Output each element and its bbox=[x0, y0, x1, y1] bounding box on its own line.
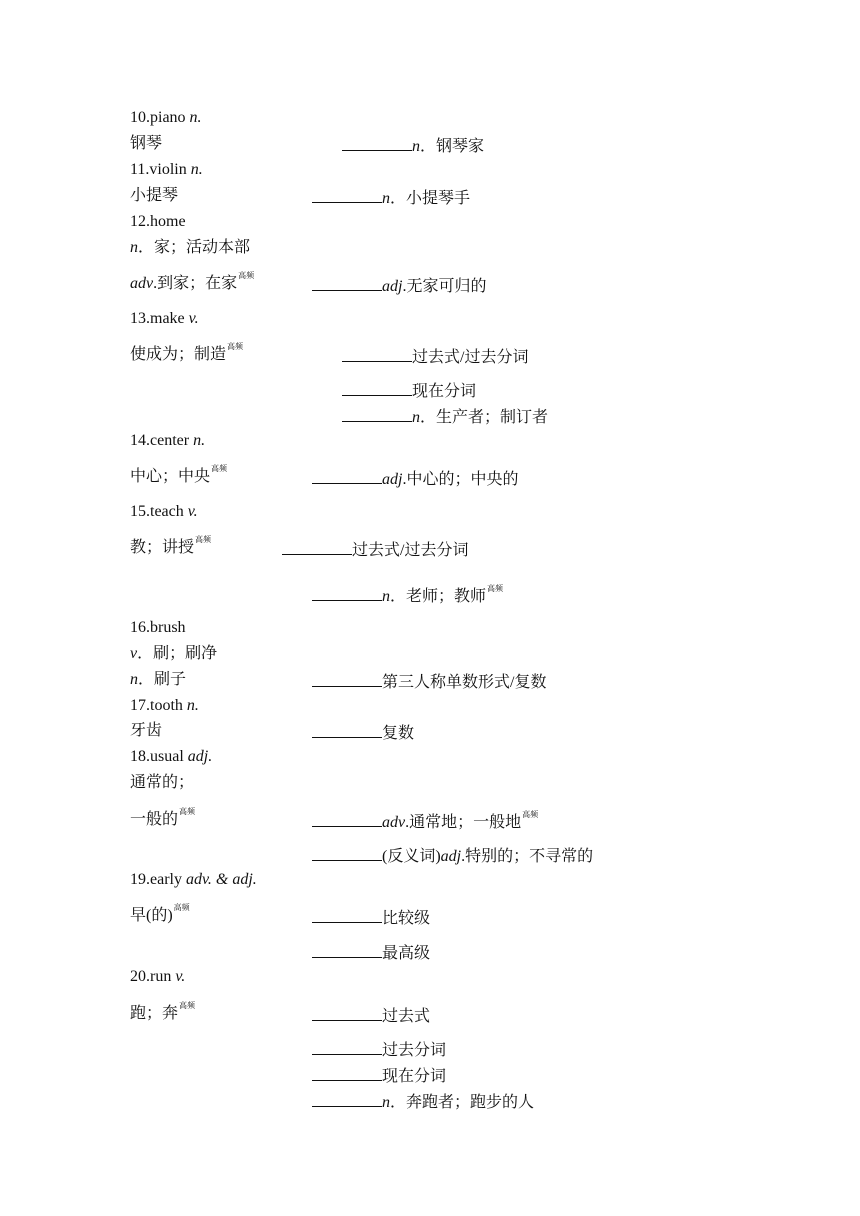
fill-blank-taught: 过去式/过去分词 bbox=[282, 538, 468, 561]
meaning-brush-verb: v．刷；刷净 bbox=[130, 645, 218, 662]
fill-blank-made: 过去式/过去分词 bbox=[342, 345, 528, 368]
meaning-make: 使成为；制造$^{高频}$ bbox=[130, 342, 244, 363]
answer-blank[interactable] bbox=[312, 1064, 382, 1081]
high-frequency-tag: 高频 bbox=[522, 810, 539, 819]
fill-blank-earlier: 比较级 bbox=[312, 906, 430, 929]
fill-blank-violinist: n．小提琴手 bbox=[312, 186, 470, 209]
meaning-early: 早(的)$^{高频}$ bbox=[130, 903, 190, 924]
entry-head-piano: 10.piano n. bbox=[130, 109, 202, 126]
answer-blank[interactable] bbox=[282, 538, 352, 555]
fill-blank-teeth: 复数 bbox=[312, 721, 414, 744]
answer-blank[interactable] bbox=[312, 670, 382, 687]
high-frequency-tag: 高频 bbox=[179, 807, 196, 816]
answer-blank[interactable] bbox=[312, 584, 382, 601]
high-frequency-tag: 高频 bbox=[173, 903, 190, 912]
meaning-piano: 钢琴 bbox=[130, 135, 163, 152]
fill-blank-brushes: 第三人称单数形式/复数 bbox=[312, 670, 546, 693]
meaning-brush-noun: n．刷子 bbox=[130, 671, 187, 688]
fill-blank-making: 现在分词 bbox=[342, 379, 476, 402]
high-frequency-tag: 高频 bbox=[487, 584, 504, 593]
answer-blank[interactable] bbox=[312, 844, 382, 861]
answer-blank[interactable] bbox=[312, 186, 382, 203]
meaning-tooth: 牙齿 bbox=[130, 722, 163, 739]
high-frequency-tag: 高频 bbox=[179, 1001, 196, 1010]
high-frequency-tag: 高频 bbox=[227, 342, 244, 351]
answer-blank[interactable] bbox=[312, 1004, 382, 1021]
meaning-teach: 教；讲授$^{高频}$ bbox=[130, 535, 212, 556]
fill-blank-teacher: n．老师；教师$^{高频}$ bbox=[312, 584, 503, 607]
fill-blank-runner: n．奔跑者；跑步的人 bbox=[312, 1090, 534, 1113]
fill-blank-homeless: adj.无家可归的 bbox=[312, 274, 486, 297]
entry-head-brush: 16.brush bbox=[130, 619, 186, 636]
fill-blank-ran: 过去式 bbox=[312, 1004, 430, 1027]
entry-head-home: 12.home bbox=[130, 213, 186, 230]
meaning-center: 中心；中央$^{高频}$ bbox=[130, 464, 228, 485]
high-frequency-tag: 高频 bbox=[195, 535, 212, 544]
answer-blank[interactable] bbox=[312, 941, 382, 958]
answer-blank[interactable] bbox=[312, 906, 382, 923]
fill-blank-maker: n．生产者；制订者 bbox=[342, 405, 548, 428]
answer-blank[interactable] bbox=[342, 134, 412, 151]
answer-blank[interactable] bbox=[312, 274, 382, 291]
meaning-home-noun: n．家；活动本部 bbox=[130, 239, 251, 256]
meaning-home-adverb: adv.到家；在家$^{高频}$ bbox=[130, 271, 255, 292]
answer-blank[interactable] bbox=[312, 721, 382, 738]
entry-head-tooth: 17.tooth n. bbox=[130, 697, 199, 714]
fill-blank-run-pp: 过去分词 bbox=[312, 1038, 446, 1061]
fill-blank-running: 现在分词 bbox=[312, 1064, 446, 1087]
entry-head-early: 19.early adv. & adj. bbox=[130, 871, 257, 888]
answer-blank[interactable] bbox=[312, 810, 382, 827]
entry-head-violin: 11.violin n. bbox=[130, 161, 203, 178]
answer-blank[interactable] bbox=[312, 1090, 382, 1107]
entry-head-teach: 15.teach v. bbox=[130, 503, 198, 520]
meaning-usual-2: 一般的$^{高频}$ bbox=[130, 807, 196, 828]
meaning-run: 跑；奔$^{高频}$ bbox=[130, 1001, 196, 1022]
answer-blank[interactable] bbox=[312, 1038, 382, 1055]
fill-blank-central: adj.中心的；中央的 bbox=[312, 467, 518, 490]
entry-head-center: 14.center n. bbox=[130, 432, 206, 449]
fill-blank-pianist: n．钢琴家 bbox=[342, 134, 484, 157]
entry-head-run: 20.run v. bbox=[130, 968, 186, 985]
high-frequency-tag: 高频 bbox=[211, 464, 228, 473]
fill-blank-unusual: (反义词)adj.特别的；不寻常的 bbox=[312, 844, 593, 867]
answer-blank[interactable] bbox=[342, 405, 412, 422]
entry-head-usual: 18.usual adj. bbox=[130, 748, 213, 765]
fill-blank-usually: adv.通常地；一般地$^{高频}$ bbox=[312, 810, 538, 833]
entry-head-make: 13.make v. bbox=[130, 310, 199, 327]
answer-blank[interactable] bbox=[342, 379, 412, 396]
meaning-violin: 小提琴 bbox=[130, 187, 179, 204]
fill-blank-earliest: 最高级 bbox=[312, 941, 430, 964]
meaning-usual-1: 通常的； bbox=[130, 774, 195, 791]
answer-blank[interactable] bbox=[312, 467, 382, 484]
answer-blank[interactable] bbox=[342, 345, 412, 362]
high-frequency-tag: 高频 bbox=[238, 271, 255, 280]
